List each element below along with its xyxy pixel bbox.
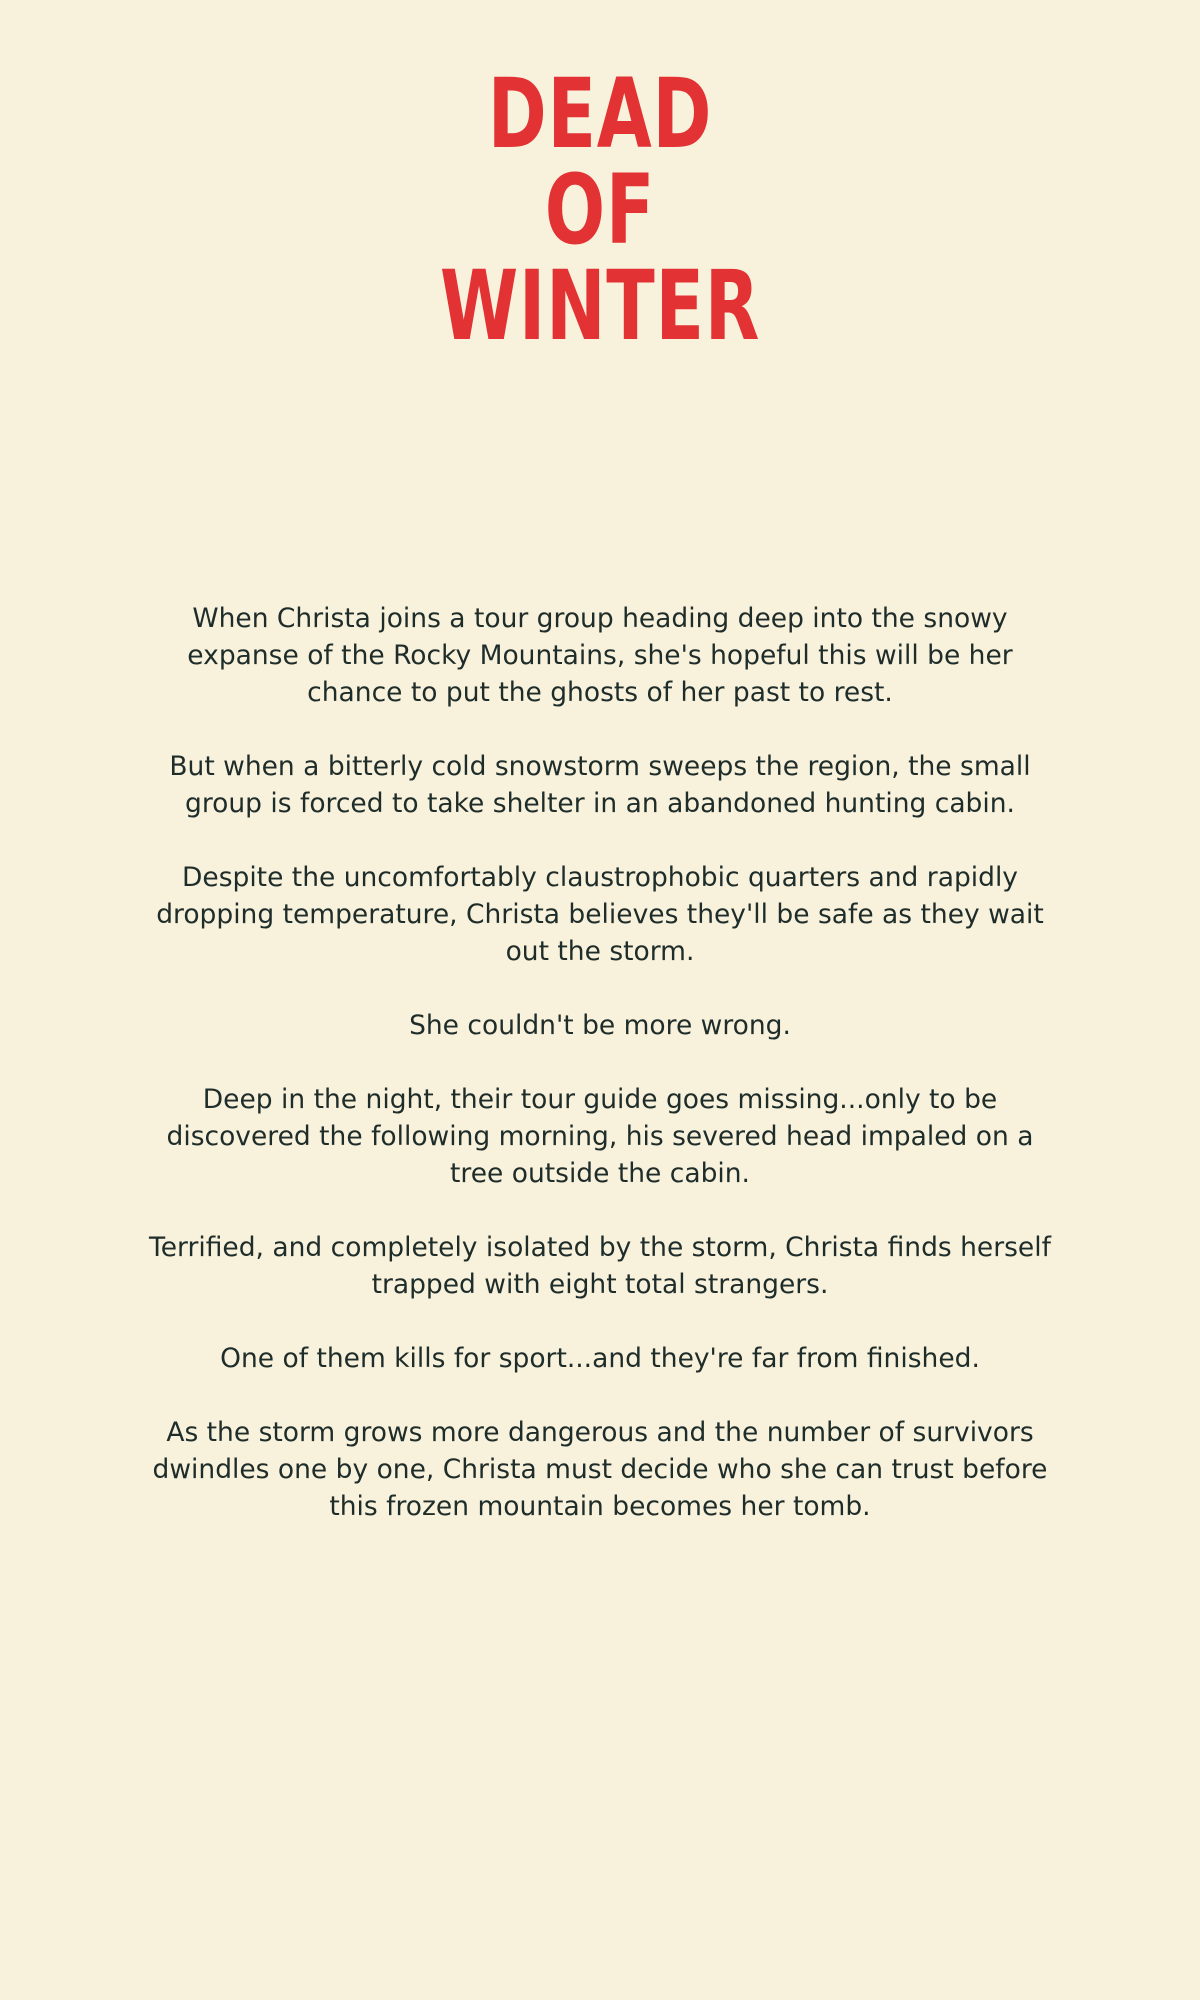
description-paragraph-4: She couldn't be more wrong. xyxy=(409,1010,791,1041)
description-paragraph-7: One of them kills for sport...and they're far from finished. xyxy=(220,1343,980,1374)
description-paragraph-6: Terrified, and completely isolated by the storm, Christa finds herself trapped with eight total strangers. xyxy=(149,1232,1051,1300)
title-line-1: DEAD xyxy=(487,58,713,170)
description-paragraph-5: Deep in the night, their tour guide goes missing...only to be discovered the following morning, his severed head impaled on a tree outside the cabin. xyxy=(166,1084,1034,1189)
description-paragraph-8: As the storm grows more dangerous and the number of survivors dwindles one by one, Christa must decide who she can trust before this frozen mountain becomes her tomb. xyxy=(152,1417,1048,1522)
book-description xyxy=(140,600,1060,1525)
description-paragraph-1: When Christa joins a tour group heading deep into the snowy expanse of the Rocky Mountains, she's hopeful this will be her chance to put the ghosts of her past to rest. xyxy=(187,603,1013,708)
description-paragraph-2: But when a bitterly cold snowstorm sweeps the region, the small group is forced to take shelter in an abandoned hunting cabin. xyxy=(169,751,1031,819)
title-line-2: OF xyxy=(544,154,656,266)
title-line-3: WINTER xyxy=(439,250,761,362)
book-title xyxy=(0,58,1200,362)
description-paragraph-3: Despite the uncomfortably claustrophobic quarters and rapidly dropping temperature, Christa believes they'll be safe as they wait out the storm. xyxy=(156,862,1044,967)
